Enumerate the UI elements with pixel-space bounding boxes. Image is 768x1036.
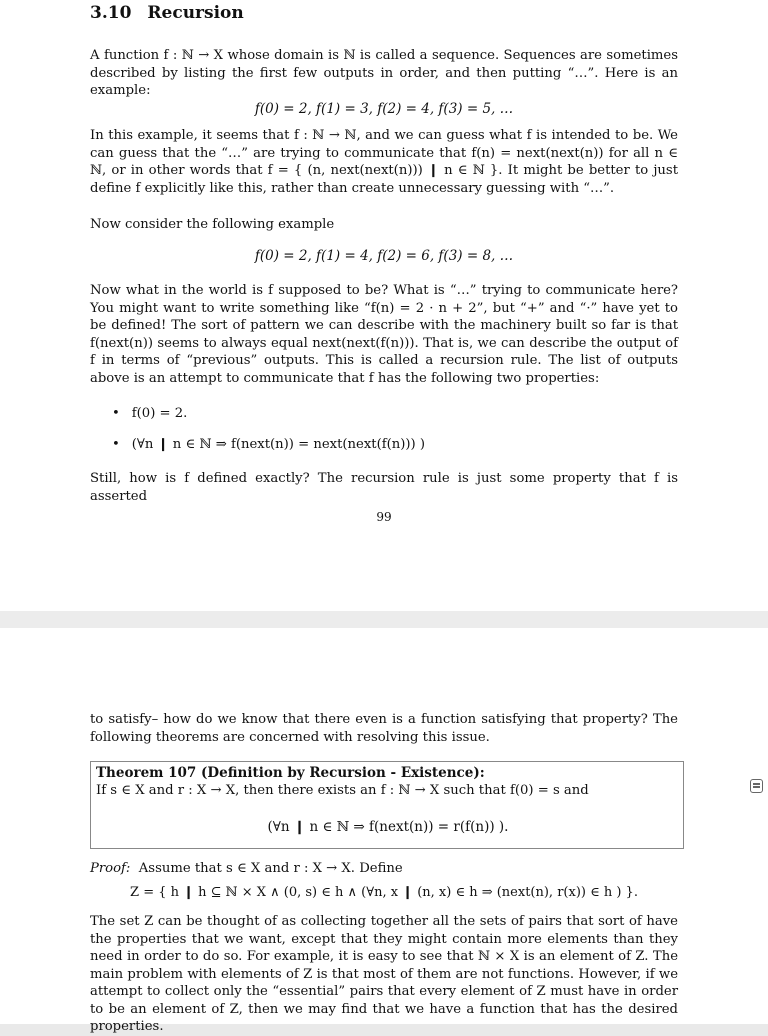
theorem-statement: If s ∈ X and r : X → X, then there exists an f : ℕ → X such that f(0) = s and	[96, 783, 589, 798]
theorem-title: Theorem 107 (Definition by Recursion - Existence):	[96, 765, 485, 781]
bullet-item: • (∀n ❙ n ∈ ℕ ⇒ f(next(n)) = next(next(f(n))) )	[112, 437, 426, 452]
bullet-item: • f(0) = 2.	[112, 406, 188, 421]
section-heading: 3.10 Recursion	[90, 3, 244, 23]
proof-intro: Proof: Assume that s ∈ X and r : X → X. Define	[90, 861, 403, 876]
equation-example-1: f(0) = 2, f(1) = 3, f(2) = 4, f(3) = 5, …	[254, 101, 514, 117]
theorem-formula: (∀n ❙ n ∈ ℕ ⇒ f(next(n)) = r(f(n)) ).	[267, 819, 509, 835]
paragraph-consider: Now consider the following example	[90, 217, 335, 232]
theorem-box	[90, 761, 684, 849]
equation-example-2: f(0) = 2, f(1) = 4, f(2) = 6, f(3) = 8, …	[254, 248, 514, 264]
paragraph-recursion-rule: Now what in the world is f supposed to be? What is “…” trying to communicate here? You might want to write something like “f(n) = 2 · n + 2”, but “+” and “·” have yet to be defined! The sort of pattern we can describe with the machinery built so far is that f(next(n)) seems to always equal next(next(f(n))). That is, we can describe the output of f in terms of “previous” outputs. This is called a recursion rule. The list of outputs above is an attempt to communicate that f has the following two properties:	[90, 283, 678, 386]
comment-icon[interactable]	[750, 779, 763, 793]
proof-formula: Z = { h ❙ h ⊆ ℕ × X ∧ (0, s) ∈ h ∧ (∀n, x ❙ (n, x) ∈ h ⇒ (next(n), r(x)) ∈ h ) }.	[130, 885, 638, 900]
paragraph-to-satisfy: to satisfy– how do we know that there even is a function satisfying that property? The following theorems are concerned with resolving this issue.	[90, 712, 678, 745]
proof-label: Proof:	[90, 861, 131, 876]
paragraph-set-z: The set Z can be thought of as collecting together all the sets of pairs that sort of have the properties that we want, except that they might contain more elements than they need in order to do so. For example, it is easy to see that ℕ × X is an element of Z. The main problem with elements of Z is that most of them are not functions. However, if we attempt to collect only the “essential” pairs that every element of Z must have in order to be an element of Z, then we may find that we have a function that has the desired properties.	[90, 914, 678, 1034]
page-gap	[0, 611, 768, 628]
paragraph-sequence-definition: A function f : ℕ → X whose domain is ℕ is called a sequence. Sequences are sometimes described by listing the first few outputs in order, and then putting “…”. Here is an example:	[90, 48, 678, 98]
paragraph-still: Still, how is f defined exactly? The recursion rule is just some property that f is asserted	[90, 471, 678, 504]
page-number: 99	[376, 510, 392, 524]
paragraph-guess-f: In this example, it seems that f : ℕ → ℕ, and we can guess what f is intended to be. We can guess that the “…” are trying to communicate that f(n) = next(next(n)) for all n ∈ ℕ, or in other words that f = { (n, next(next(n))) ❙ n ∈ ℕ }. It might be better to just define f explicitly like this, rather than create unnecessary guessing with “…”.	[90, 128, 678, 196]
